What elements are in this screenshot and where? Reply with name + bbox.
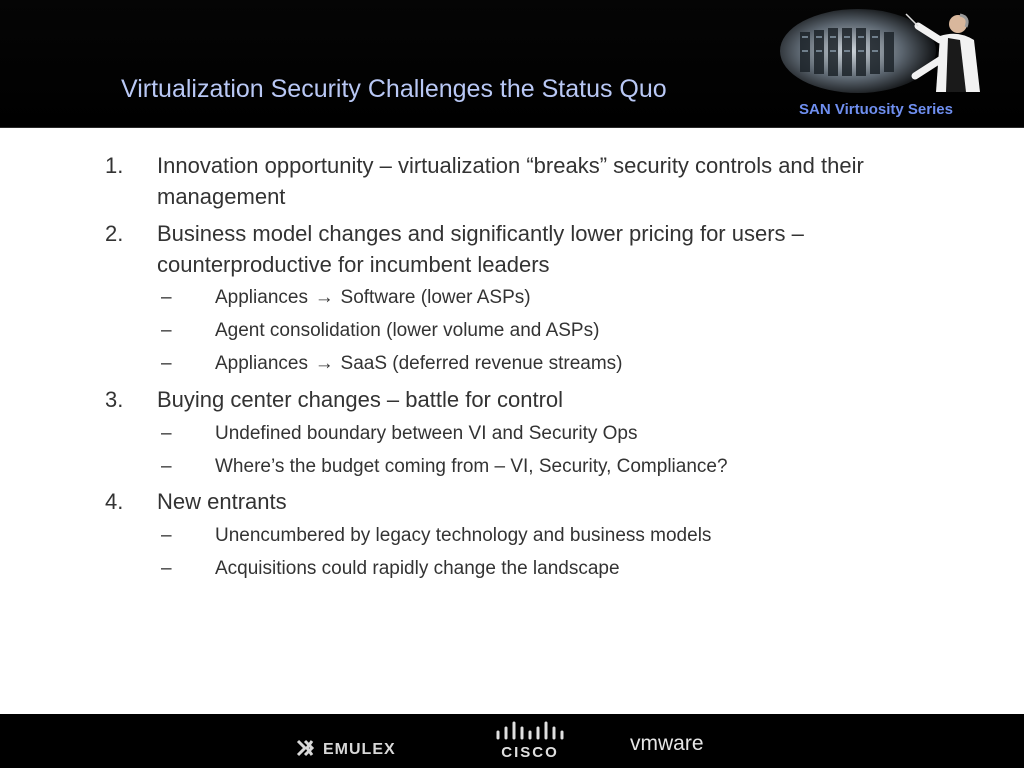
cisco-logo-text: CISCO: [501, 744, 559, 760]
series-label: SAN Virtuosity Series: [799, 101, 953, 118]
dash-bullet: –: [161, 456, 172, 477]
dash-bullet: –: [161, 320, 172, 341]
arrow-right-icon: →: [314, 353, 334, 374]
item-number: 3.: [105, 387, 124, 412]
sub-item-text: Where’s the budget coming from – VI, Security, Compliance?: [215, 456, 728, 477]
dash-bullet: –: [161, 423, 172, 444]
sub-item-text: Appliances: [215, 287, 308, 308]
dash-bullet: –: [161, 287, 172, 308]
item-text: Buying center changes – battle for control: [157, 387, 564, 412]
arrow-right-icon: →: [314, 287, 334, 308]
emulex-logo-text: EMULEX: [323, 741, 396, 758]
slide-title: Virtualization Security Challenges the Status Quo: [121, 75, 667, 103]
item-text: New entrants: [157, 489, 287, 514]
sub-item-text: Agent consolidation (lower volume and ASPs): [215, 320, 600, 341]
sub-item-text: SaaS (deferred revenue streams): [340, 353, 623, 374]
item-number: 4.: [105, 489, 124, 514]
sub-item-text: Software (lower ASPs): [340, 287, 531, 308]
dash-bullet: –: [161, 558, 172, 579]
item-text: Business model changes and significantly lower pricing for users – counterproductive for incumbent leaders: [157, 221, 804, 277]
item-number: 1.: [105, 153, 124, 178]
item-number: 2.: [105, 221, 124, 246]
footer-bar: [0, 714, 1024, 768]
vmware-logo-text: vmware: [630, 732, 704, 755]
vmware-logo: [630, 731, 726, 755]
sub-item-text: Acquisitions could rapidly change the landscape: [215, 558, 620, 579]
conductor-datacenter-photo: [778, 6, 994, 96]
sub-item-text: Appliances: [215, 353, 308, 374]
emulex-logo: [296, 738, 436, 758]
sub-item-text: Undefined boundary between VI and Security Ops: [215, 423, 638, 444]
header-bar: [0, 0, 1024, 128]
sub-item-text: Unencumbered by legacy technology and business models: [215, 525, 712, 546]
dash-bullet: –: [161, 353, 172, 374]
cisco-logo: [494, 720, 566, 760]
item-text: Innovation opportunity – virtualization “breaks” security controls and their management: [157, 153, 864, 209]
dash-bullet: –: [161, 525, 172, 546]
slide-body: [0, 128, 1024, 714]
